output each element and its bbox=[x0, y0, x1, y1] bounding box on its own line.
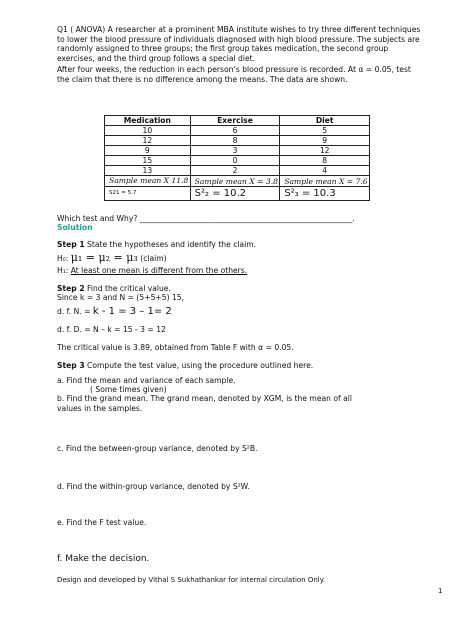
table-cell: 5 bbox=[280, 126, 370, 136]
sample-variance-cell: S²₂ = 10.2 bbox=[190, 187, 280, 201]
table-cell: 12 bbox=[105, 136, 191, 146]
item-a-note: ( Some times given) bbox=[90, 385, 167, 394]
step1-text: State the hypotheses and identify the claim. bbox=[84, 240, 257, 249]
critical-value-line: The critical value is 3.89, obtained from Table F with α = 0.05. bbox=[57, 343, 294, 352]
which-test-line: Which test and Why? ________________________________________________________. bbox=[57, 214, 355, 223]
table-cell: 9 bbox=[280, 136, 370, 146]
table-cell: 10 bbox=[105, 126, 191, 136]
step3-text: Compute the test value, using the procedure outlined here. bbox=[84, 361, 314, 370]
h1-prefix: H₁: bbox=[57, 266, 71, 275]
table-header: Exercise bbox=[190, 116, 280, 126]
step3-line bbox=[57, 361, 313, 371]
table-cell: 15 bbox=[105, 156, 191, 166]
table-cell: 6 bbox=[190, 126, 280, 136]
item-b-continued: values in the samples. bbox=[57, 404, 143, 413]
table-cell: 9 bbox=[105, 146, 191, 156]
table-row bbox=[105, 126, 370, 136]
h1-text: At least one mean is different from the others. bbox=[70, 266, 248, 275]
table-cell: 13 bbox=[105, 166, 191, 176]
dfn-prefix: d. f. N. = bbox=[57, 307, 93, 316]
sample-mean-cell: Sample mean X 11.8 bbox=[105, 176, 191, 187]
table-header: Medication bbox=[105, 116, 191, 126]
question-paragraph-1: Q1 ( ANOVA) A researcher at a prominent MBA institute wishes to try three different techniques to lower the blood pressure of individuals diagnosed with high blood pressure. The subjects are randomly assigned to three groups; the first group takes medication, the second group exercises, and the third group follows a special diet. bbox=[57, 25, 421, 63]
item-b: b. Find the grand mean. The grand mean, denoted by XGM, is the mean of all bbox=[57, 394, 352, 403]
table-cell: 3 bbox=[190, 146, 280, 156]
sample-variance-cell: S21 = 5.7 bbox=[105, 187, 191, 201]
step3-label: Step 3 bbox=[57, 361, 85, 370]
table-row bbox=[105, 136, 370, 146]
df-numerator bbox=[57, 307, 172, 317]
step2-label: Step 2 bbox=[57, 284, 85, 293]
step1-label: Step 1 bbox=[57, 240, 85, 249]
h0-expression: μ₁ = μ₂ = μ₃ bbox=[70, 251, 138, 264]
table-cell: 8 bbox=[190, 136, 280, 146]
footer-note: Design and developed by Vithal S Sukhathankar for internal circulation Only. bbox=[57, 576, 326, 584]
table-header: Diet bbox=[280, 116, 370, 126]
table-cell: 0 bbox=[190, 156, 280, 166]
sample-mean-cell: Sample mean X = 7.6 bbox=[280, 176, 370, 187]
question-paragraph-2: After four weeks, the reduction in each person’s blood pressure is recorded. At α = 0.05, test the claim that there is no difference among the means. The data are shown. bbox=[57, 65, 411, 84]
table-cell: 4 bbox=[280, 166, 370, 176]
sample-variance-cell: S²₃ = 10.3 bbox=[280, 187, 370, 201]
null-hypothesis bbox=[57, 253, 167, 264]
item-a: a. Find the mean and variance of each sample. bbox=[57, 376, 236, 385]
sample-mean-cell: Sample mean X = 3.8 bbox=[190, 176, 280, 187]
step2-text: Find the critical value. bbox=[84, 284, 171, 293]
item-c: c. Find the between-group variance, denoted by S²B. bbox=[57, 444, 258, 453]
h0-claim: (claim) bbox=[137, 254, 167, 263]
table-header-row bbox=[105, 116, 370, 126]
table-cell: 12 bbox=[280, 146, 370, 156]
df-denominator: d. f. D. = N – k = 15 - 3 = 12 bbox=[57, 325, 166, 334]
h0-prefix: H₀: bbox=[57, 254, 71, 263]
data-table bbox=[104, 115, 370, 201]
sample-mean-row bbox=[105, 176, 370, 187]
since-line: Since k = 3 and N = (5+5+5) 15, bbox=[57, 293, 185, 302]
table-cell: 8 bbox=[280, 156, 370, 166]
alternative-hypothesis bbox=[57, 266, 247, 276]
table-row bbox=[105, 146, 370, 156]
question-text bbox=[57, 25, 425, 85]
table-row bbox=[105, 156, 370, 166]
item-f: f. Make the decision. bbox=[57, 554, 150, 564]
table-row bbox=[105, 166, 370, 176]
page-number: 1 bbox=[438, 587, 443, 595]
step1-line bbox=[57, 240, 256, 250]
item-d: d. Find the within-group variance, denoted by S²W. bbox=[57, 482, 250, 491]
table-cell: 2 bbox=[190, 166, 280, 176]
solution-heading: Solution bbox=[57, 223, 93, 232]
dfn-expression: k - 1 = 3 – 1= 2 bbox=[92, 306, 172, 317]
item-e: e. Find the F test value. bbox=[57, 518, 147, 527]
sample-variance-row bbox=[105, 187, 370, 201]
